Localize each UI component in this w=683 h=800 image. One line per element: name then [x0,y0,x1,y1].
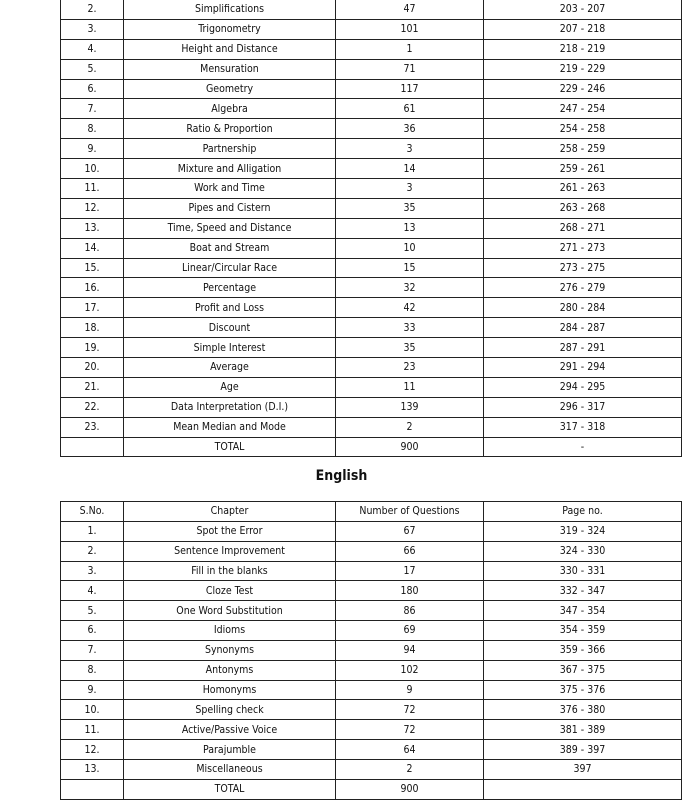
pages-cell: 263 - 268 [484,198,682,218]
chapter-cell: Profit and Loss [124,298,336,318]
questions-cell: 72 [336,700,484,720]
pages-cell: 273 - 275 [484,258,682,278]
sno-cell: 21. [61,377,124,397]
questions-cell: 9 [336,680,484,700]
sno-cell: 7. [61,640,124,660]
pages-cell: 381 - 389 [484,720,682,740]
pages-cell: 319 - 324 [484,521,682,541]
table-row [61,99,682,119]
sno-cell: 8. [61,660,124,680]
pages-cell: 317 - 318 [484,417,682,437]
chapter-cell: One Word Substitution [124,601,336,621]
header-sno: S.No. [61,502,124,522]
table-row [61,660,682,680]
table-row [61,218,682,238]
pages-cell: 354 - 359 [484,621,682,641]
questions-cell: 13 [336,218,484,238]
pages-cell: 294 - 295 [484,377,682,397]
table-row [61,59,682,79]
questions-cell: 10 [336,238,484,258]
chapter-cell: Simple Interest [124,338,336,358]
questions-cell: 66 [336,541,484,561]
questions-cell: 101 [336,19,484,39]
pages-cell: 254 - 258 [484,119,682,139]
sno-cell: 22. [61,397,124,417]
questions-cell: 23 [336,358,484,378]
table-row [61,139,682,159]
chapter-cell: Discount [124,318,336,338]
table-row [61,601,682,621]
questions-cell: 14 [336,159,484,179]
pages-cell: 332 - 347 [484,581,682,601]
questions-cell: 94 [336,640,484,660]
questions-cell: 64 [336,740,484,760]
questions-cell: 35 [336,198,484,218]
sno-cell: 3. [61,19,124,39]
questions-cell: 3 [336,179,484,199]
questions-cell: 102 [336,660,484,680]
chapter-cell: Linear/Circular Race [124,258,336,278]
questions-cell: 72 [336,720,484,740]
pages-cell: 229 - 246 [484,79,682,99]
table-row [61,700,682,720]
pages-cell: 359 - 366 [484,640,682,660]
pages-cell: 397 [484,759,682,779]
table-row [61,581,682,601]
total-questions: 900 [336,437,484,457]
questions-cell: 2 [336,417,484,437]
chapter-cell: Spot the Error [124,521,336,541]
pages-cell: 284 - 287 [484,318,682,338]
pages-cell: 330 - 331 [484,561,682,581]
chapter-cell: Time, Speed and Distance [124,218,336,238]
chapter-cell: Data Interpretation (D.I.) [124,397,336,417]
sno-cell: 15. [61,258,124,278]
pages-cell: 218 - 219 [484,39,682,59]
sno-cell: 1. [61,521,124,541]
sno-cell: 8. [61,119,124,139]
sno-cell: 12. [61,740,124,760]
pages-cell: 347 - 354 [484,601,682,621]
english-table-header [61,502,682,522]
pages-cell: 280 - 284 [484,298,682,318]
section-title-english: English [315,468,368,484]
questions-cell: 117 [336,79,484,99]
table-row [61,561,682,581]
table-row [61,377,682,397]
pages-cell: 389 - 397 [484,740,682,760]
sno-cell: 13. [61,759,124,779]
sno-cell: 9. [61,680,124,700]
table-row [61,179,682,199]
chapter-cell: Cloze Test [124,581,336,601]
table-row [61,358,682,378]
chapter-cell: Fill in the blanks [124,561,336,581]
pages-cell: 276 - 279 [484,278,682,298]
sno-cell: 3. [61,561,124,581]
chapter-cell: Homonyms [124,680,336,700]
questions-cell: 69 [336,621,484,641]
total-pages: - [484,437,682,457]
table-row [61,397,682,417]
total-questions: 900 [336,779,484,799]
table-row [61,19,682,39]
chapter-cell: Ratio & Proportion [124,119,336,139]
sno-cell: 16. [61,278,124,298]
chapter-cell: Algebra [124,99,336,119]
table-row [61,640,682,660]
questions-cell: 42 [336,298,484,318]
sno-cell: 10. [61,159,124,179]
sno-cell: 9. [61,139,124,159]
table-row [61,759,682,779]
sno-cell: 7. [61,99,124,119]
chapter-cell: Trigonometry [124,19,336,39]
total-row [61,437,682,457]
header-chapter: Chapter [124,502,336,522]
sno-cell: 17. [61,298,124,318]
table-row [61,159,682,179]
table-row [61,278,682,298]
questions-cell: 71 [336,59,484,79]
sno-cell: 4. [61,39,124,59]
pages-cell: 367 - 375 [484,660,682,680]
questions-cell: 11 [336,377,484,397]
table-row [61,258,682,278]
chapter-cell: Mensuration [124,59,336,79]
table-row [61,298,682,318]
table-row [61,521,682,541]
pages-cell: 247 - 254 [484,99,682,119]
questions-cell: 67 [336,521,484,541]
chapter-cell: Synonyms [124,640,336,660]
pages-cell: 219 - 229 [484,59,682,79]
chapter-cell: Height and Distance [124,39,336,59]
chapter-cell: Simplifications [124,0,336,19]
questions-cell: 139 [336,397,484,417]
chapter-cell: Partnership [124,139,336,159]
pages-cell: 324 - 330 [484,541,682,561]
table-row [61,740,682,760]
sno-cell: 2. [61,541,124,561]
pages-cell: 207 - 218 [484,19,682,39]
sno-cell: 12. [61,198,124,218]
header-row [61,502,682,522]
table-row [61,198,682,218]
questions-cell: 35 [336,338,484,358]
sno-cell: 2. [61,0,124,19]
chapter-cell: Active/Passive Voice [124,720,336,740]
pages-cell: 287 - 291 [484,338,682,358]
table-row [61,238,682,258]
sno-cell: 19. [61,338,124,358]
chapter-cell: Spelling check [124,700,336,720]
sno-cell: 20. [61,358,124,378]
table-row [61,417,682,437]
table-row [61,0,682,19]
pages-cell: 291 - 294 [484,358,682,378]
pages-cell: 268 - 271 [484,218,682,238]
sno-cell: 11. [61,720,124,740]
total-row [61,779,682,799]
chapter-cell: Work and Time [124,179,336,199]
sno-cell: 18. [61,318,124,338]
chapter-cell: Pipes and Cistern [124,198,336,218]
table-row [61,621,682,641]
total-label: TOTAL [124,437,336,457]
questions-cell: 32 [336,278,484,298]
chapter-cell: Age [124,377,336,397]
questions-cell: 36 [336,119,484,139]
questions-cell: 3 [336,139,484,159]
questions-cell: 2 [336,759,484,779]
chapter-cell: Geometry [124,79,336,99]
sno-cell: 23. [61,417,124,437]
sno-cell: 13. [61,218,124,238]
questions-cell: 17 [336,561,484,581]
table-row [61,318,682,338]
sno-cell [61,779,124,799]
sno-cell: 11. [61,179,124,199]
chapter-cell: Boat and Stream [124,238,336,258]
pages-cell: 259 - 261 [484,159,682,179]
pages-cell: 296 - 317 [484,397,682,417]
questions-cell: 33 [336,318,484,338]
table-row [61,541,682,561]
chapter-cell: Sentence Improvement [124,541,336,561]
pages-cell: 271 - 273 [484,238,682,258]
chapter-cell: Idioms [124,621,336,641]
sno-cell: 6. [61,79,124,99]
sno-cell: 4. [61,581,124,601]
questions-cell: 86 [336,601,484,621]
questions-cell: 15 [336,258,484,278]
chapter-cell: Parajumble [124,740,336,760]
questions-cell: 180 [336,581,484,601]
chapter-cell: Mean Median and Mode [124,417,336,437]
math-table-body [61,0,682,457]
english-table-body [61,521,682,799]
questions-cell: 47 [336,0,484,19]
sno-cell: 5. [61,59,124,79]
pages-cell: 376 - 380 [484,700,682,720]
table-row [61,119,682,139]
pages-cell: 375 - 376 [484,680,682,700]
header-questions: Number of Questions [336,502,484,522]
table-row [61,39,682,59]
sno-cell [61,437,124,457]
total-label: TOTAL [124,779,336,799]
chapter-cell: Miscellaneous [124,759,336,779]
sno-cell: 10. [61,700,124,720]
pages-cell: 258 - 259 [484,139,682,159]
header-pages: Page no. [484,502,682,522]
pages-cell: 261 - 263 [484,179,682,199]
table-row [61,338,682,358]
math-chapters-table [60,0,682,457]
table-row [61,680,682,700]
pages-cell: 203 - 207 [484,0,682,19]
sno-cell: 5. [61,601,124,621]
chapter-cell: Mixture and Alligation [124,159,336,179]
table-row [61,79,682,99]
table-row [61,720,682,740]
questions-cell: 61 [336,99,484,119]
total-pages [484,779,682,799]
english-chapters-table [60,501,682,800]
questions-cell: 1 [336,39,484,59]
chapter-cell: Antonyms [124,660,336,680]
chapter-cell: Percentage [124,278,336,298]
sno-cell: 6. [61,621,124,641]
chapter-cell: Average [124,358,336,378]
sno-cell: 14. [61,238,124,258]
